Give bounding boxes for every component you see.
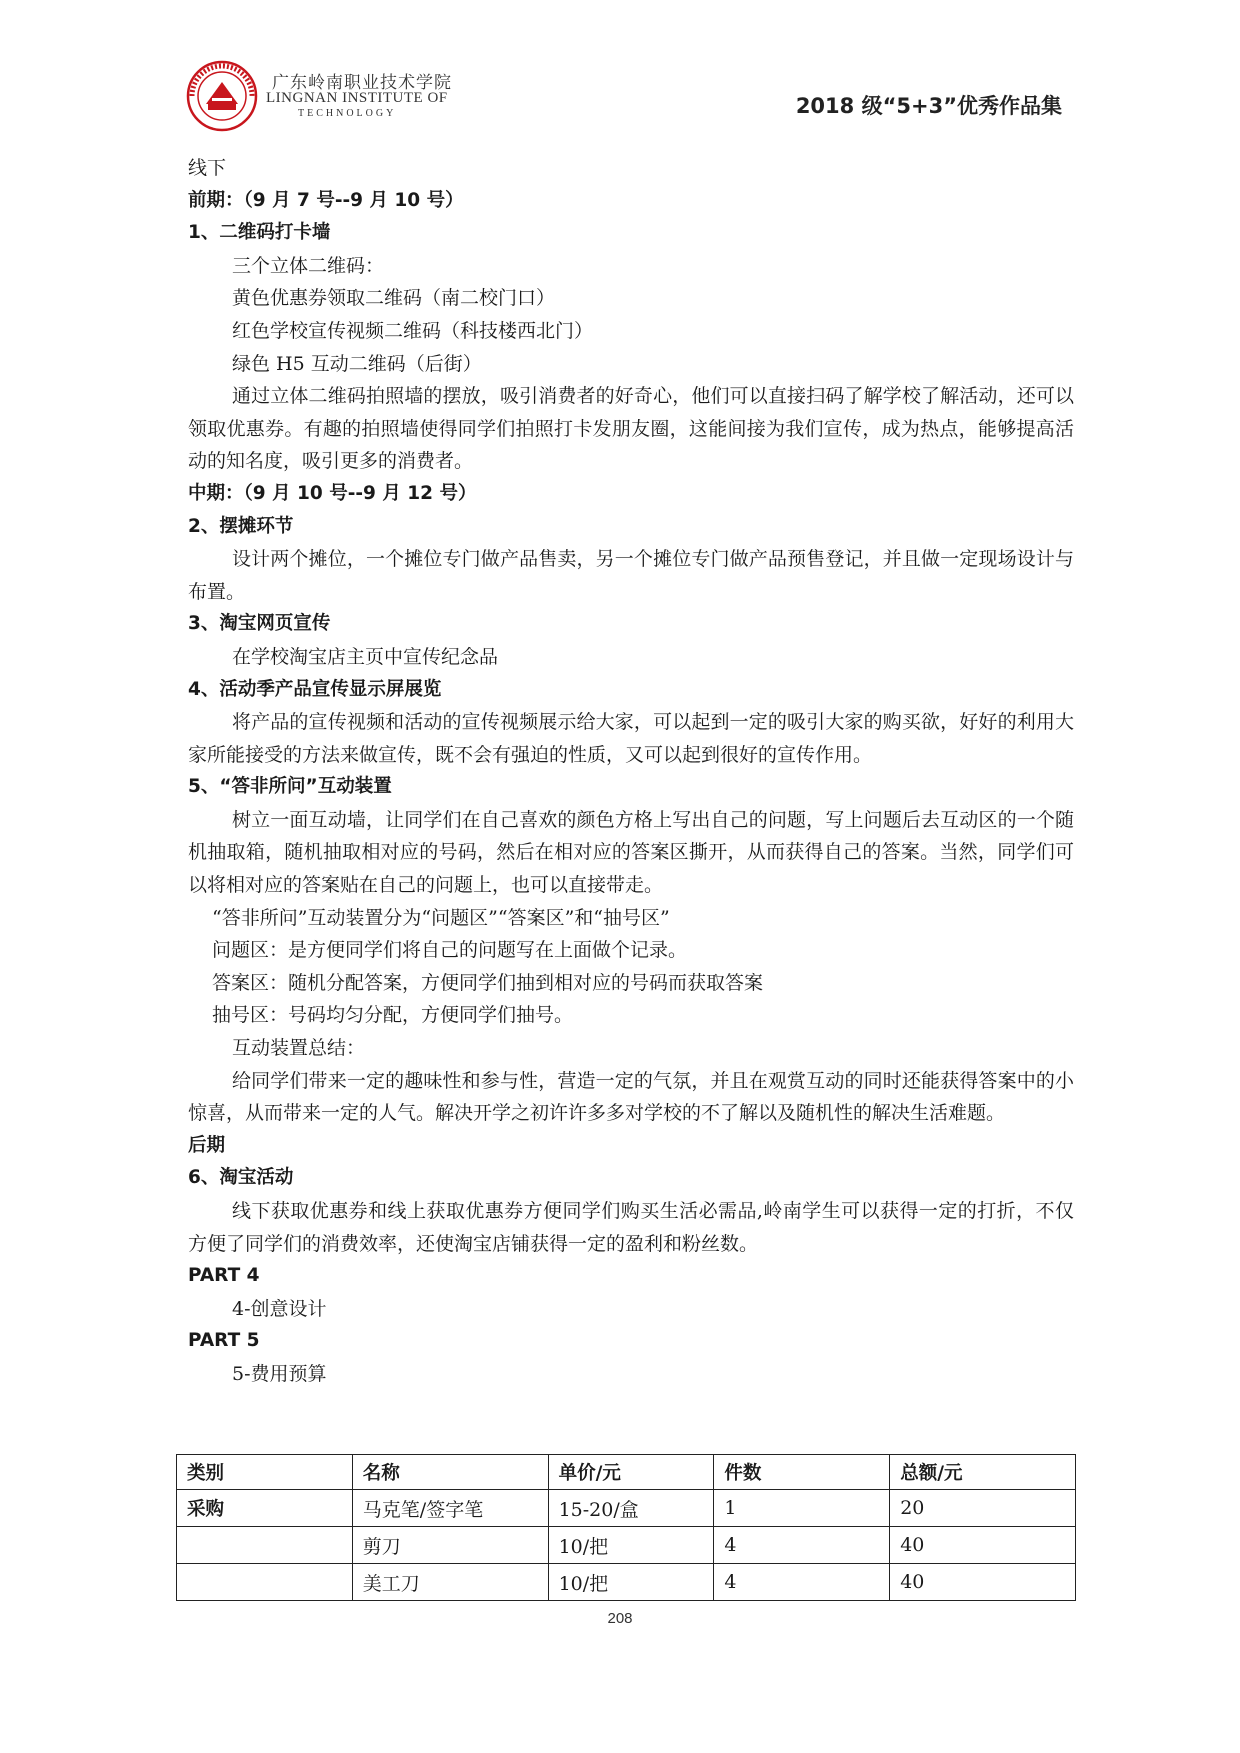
page-header (0, 0, 1240, 130)
item2-description: 设计两个摊位，一个摊位专门做产品售卖，另一个摊位专门做产品预售登记，并且做一定现场设计与布置。 (188, 548, 1074, 603)
item4-description: 将产品的宣传视频和活动的宣传视频展示给大家，可以起到一定的吸引大家的购买欲，好好的利用大家所能接受的方法来做宣传，既不会有强迫的性质，又可以起到很好的宣传作用。 (188, 711, 1074, 766)
table-header-row (177, 1455, 1076, 1490)
item5-summary: 给同学们带来一定的趣味性和参与性，营造一定的气氛，并且在观赏互动的同时还能获得答案中的小惊喜，从而带来一定的人气。解决开学之初许许多多对学校的不了解以及随机性的解决生活难题。 (188, 1069, 1074, 1125)
cell-quantity: 1 (714, 1490, 890, 1527)
document-body (188, 152, 1074, 1391)
cell-name: 剪刀 (352, 1527, 548, 1564)
cell-name: 美工刀 (352, 1564, 548, 1601)
part4-item: 4-创意设计 (232, 1297, 327, 1320)
item5-zone-number: 抽号区：号码均匀分配，方便同学们抽号。 (212, 1004, 574, 1027)
item5-summary-label: 互动装置总结： (232, 1037, 366, 1060)
item1-heading: 1、二维码打卡墙 (188, 222, 331, 244)
cell-quantity: 4 (714, 1564, 890, 1601)
budget-table (176, 1454, 1076, 1601)
part4-heading: PART 4 (188, 1265, 260, 1287)
cell-unit-price: 15-20/盒 (548, 1490, 714, 1527)
cell-total: 40 (890, 1564, 1076, 1601)
item1-code1: 黄色优惠券领取二维码（南二校门口） (232, 287, 556, 310)
cell-unit-price: 10/把 (548, 1564, 714, 1601)
cell-category (177, 1564, 353, 1601)
school-logo-icon (186, 60, 258, 132)
item1-intro: 三个立体二维码： (232, 254, 385, 277)
header-category: 类别 (177, 1455, 353, 1490)
item4-heading: 4、活动季产品宣传显示屏展览 (188, 678, 442, 700)
item2-heading: 2、摆摊环节 (188, 515, 294, 537)
cell-category (177, 1527, 353, 1564)
table-row (177, 1564, 1076, 1601)
cell-total: 20 (890, 1490, 1076, 1527)
offline-label: 线下 (188, 157, 227, 179)
item6-description: 线下获取优惠券和线上获取优惠券方便同学们购买生活必需品,岭南学生可以获得一定的打折，不仅方便了同学们的消费效率，还使淘宝店铺获得一定的盈利和粉丝数。 (188, 1200, 1074, 1255)
cell-total: 40 (890, 1527, 1076, 1564)
mid-phase-heading: 中期：（9 月 10 号--9 月 12 号） (188, 482, 477, 504)
early-phase-heading: 前期：（9 月 7 号--9 月 10 号） (188, 189, 464, 211)
cell-unit-price: 10/把 (548, 1527, 714, 1564)
school-name-cn: 广东岭南职业技术学院 (272, 73, 452, 93)
item1-code2: 红色学校宣传视频二维码（科技楼西北门） (232, 319, 594, 342)
table-row (177, 1490, 1076, 1527)
school-name-en: LINGNAN INSTITUTE OF (266, 90, 448, 106)
header-quantity: 件数 (714, 1455, 890, 1490)
item1-code3: 绿色 H5 互动二维码（后街） (232, 352, 482, 375)
header-unit-price: 单价/元 (548, 1455, 714, 1490)
school-name-en-line2: TECHNOLOGY (298, 108, 397, 119)
item5-zone-answer: 答案区：随机分配答案，方便同学们抽到相对应的号码而获取答案 (212, 971, 764, 994)
cell-quantity: 4 (714, 1527, 890, 1564)
item3-heading: 3、淘宝网页宣传 (188, 613, 331, 635)
late-phase-heading: 后期 (188, 1134, 226, 1156)
item6-heading: 6、淘宝活动 (188, 1167, 294, 1189)
cell-name: 马克笔/签字笔 (352, 1490, 548, 1527)
part5-item: 5-费用预算 (232, 1362, 327, 1385)
page-number: 208 (607, 1610, 633, 1627)
item3-description: 在学校淘宝店主页中宣传纪念品 (232, 645, 499, 668)
collection-title: 2018 级“5+3”优秀作品集 (795, 94, 1062, 118)
header-total: 总额/元 (890, 1455, 1076, 1490)
part5-heading: PART 5 (188, 1330, 260, 1352)
item5-description: 树立一面互动墙，让同学们在自己喜欢的颜色方格上写出自己的问题，写上问题后去互动区的一个随机抽取箱，随机抽取相对应的号码，然后在相对应的答案区撕开，从而获得自己的答案。当然，同学们可以将相对应的答案贴在自己的问题上，也可以直接带走。 (188, 808, 1074, 897)
item5-heading: 5、“答非所问”互动装置 (188, 776, 392, 798)
item5-zones: “答非所问”互动装置分为“问题区”“答案区”和“抽号区” (212, 906, 670, 929)
cell-category: 采购 (177, 1490, 353, 1527)
table-row (177, 1527, 1076, 1564)
item1-description: 通过立体二维码拍照墙的摆放，吸引消费者的好奇心，他们可以直接扫码了解学校了解活动，还可以领取优惠券。有趣的拍照墙使得同学们拍照打卡发朋友圈，这能间接为我们宣传，成为热点，能够提高活动的知名度，吸引更多的消费者。 (188, 385, 1074, 473)
item5-zone-question: 问题区：是方便同学们将自己的问题写在上面做个记录。 (212, 939, 688, 962)
header-name: 名称 (352, 1455, 548, 1490)
